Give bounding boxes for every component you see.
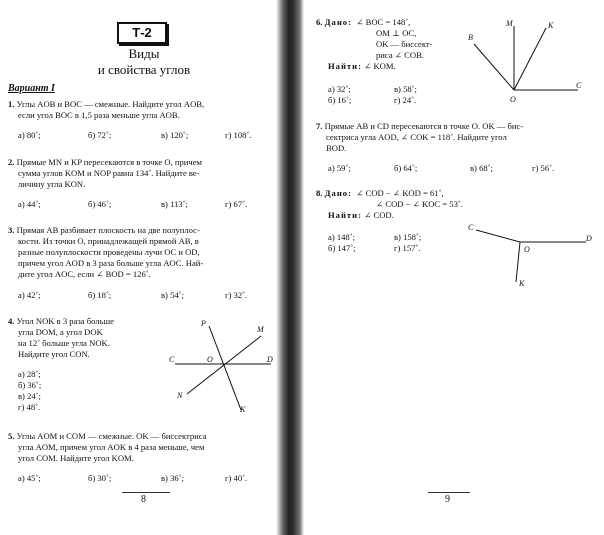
find-text: ∠ COD. [364, 210, 394, 220]
given-line: ∠ BOC = 148˚, [356, 17, 411, 27]
option: б) 30˚; [88, 473, 112, 483]
page-number: 9 [445, 494, 450, 505]
problem-text-line: личину угла KON. [18, 179, 86, 189]
problem-4-options [18, 369, 41, 413]
problem-4-figure [165, 314, 277, 420]
figure-label: N [177, 391, 183, 400]
problem-3 [8, 225, 270, 280]
figure-label: M [506, 19, 513, 28]
problem-6 [316, 17, 476, 72]
option: б) 16˚; [328, 95, 352, 105]
left-page [0, 0, 300, 535]
find-label: Найти: [328, 61, 362, 71]
page-number: 8 [141, 494, 146, 505]
option: б) 147˚; [328, 243, 356, 253]
option: в) 24˚; [18, 391, 41, 401]
figure-label: M [257, 325, 264, 334]
problem-text-line: разные полуплоскости проведены лучи OC и OD, [18, 247, 200, 257]
problem-text-line: кости. Из точки O, принадлежащей прямой AB, в [18, 236, 199, 246]
problem-number: 5. [8, 431, 15, 441]
figure-label: P [201, 319, 206, 328]
given-label: Дано: [324, 17, 352, 27]
option: б) 36˚; [18, 380, 42, 390]
option: в) 113˚; [161, 199, 188, 209]
given-line: ∠ COD − ∠ KOC = 53˚. [376, 199, 463, 209]
right-page [300, 0, 604, 535]
option: а) 45˚; [18, 473, 41, 483]
problem-text-line: сумма углов KOM и NOP равна 134˚. Найдите ве- [18, 168, 200, 178]
option: а) 80˚; [18, 130, 41, 140]
option: г) 40˚. [225, 473, 248, 483]
footer-rule [428, 492, 470, 493]
problem-4 [8, 316, 168, 360]
figure-label: O [510, 95, 516, 104]
problem-text-line: BOD. [326, 143, 347, 153]
problem-text-line: Углы AOB и BOC — смежные. Найдите угол AOB, [16, 99, 205, 109]
option: в) 54˚; [161, 290, 184, 300]
option: г) 32˚. [225, 290, 248, 300]
figure-label: O [207, 355, 213, 364]
option: а) 42˚; [18, 290, 41, 300]
test-badge: Т-2 [117, 22, 167, 44]
problem-7 [316, 121, 598, 154]
option: в) 120˚; [161, 130, 189, 140]
option: б) 72˚; [88, 130, 112, 140]
problem-text-line: Угол NOK в 3 раза больше [16, 316, 114, 326]
given-line: риса ∠ COB. [376, 50, 424, 60]
figure-label: D [586, 234, 592, 243]
figure-label: C [169, 355, 175, 364]
option: в) 158˚; [394, 232, 422, 242]
option: г) 56˚. [532, 163, 555, 173]
problem-number: 4. [8, 316, 15, 326]
problem-number: 1. [8, 99, 15, 109]
chapter-title-line2: и свойства углов [97, 62, 191, 77]
figure-label: K [548, 21, 554, 30]
option: г) 48˚. [18, 402, 41, 412]
option: г) 157˚. [394, 243, 421, 253]
figure-label: C [468, 223, 474, 232]
problem-text-line: Найдите угол CON. [18, 349, 90, 359]
chapter-title-line1: Виды [128, 46, 160, 61]
option: б) 18˚; [88, 290, 112, 300]
problem-1 [8, 99, 270, 121]
problem-text-line: угла AOM, причем угол AOK в 4 раза меньше, чем [18, 442, 205, 452]
figure-label: K [519, 279, 525, 288]
problem-text-line: причем угол AOD в 3 раза больше угла AOC. Най- [18, 258, 204, 268]
option: в) 68˚; [470, 163, 493, 173]
option: а) 44˚; [18, 199, 41, 209]
option: б) 64˚; [394, 163, 418, 173]
option: а) 32˚; [328, 84, 351, 94]
figure-label: C [576, 81, 582, 90]
option: в) 36˚; [161, 473, 184, 483]
option: в) 58˚; [394, 84, 417, 94]
given-label: Дано: [324, 188, 352, 198]
problem-8-figure [464, 220, 596, 292]
problem-text-line: угол COM. Найдите угол KOM. [18, 453, 134, 463]
problem-8 [316, 188, 516, 221]
problem-6-figure [466, 16, 584, 106]
given-line: OK — биссект- [376, 39, 433, 49]
option: г) 67˚. [225, 199, 248, 209]
problem-text-line: угла DOM, а угол DOK [18, 327, 103, 337]
problem-number: 2. [8, 157, 15, 167]
variant-heading: Вариант I [8, 83, 55, 94]
problem-text-line: Углы AOM и COM — смежные. OK — биссектриса [16, 431, 207, 441]
problem-5 [8, 431, 283, 464]
footer-rule [122, 492, 170, 493]
problem-text-line: сектриса угла AOD, ∠ COK = 118˚. Найдите угол [326, 132, 507, 142]
find-text: ∠ KOM. [364, 61, 396, 71]
option: б) 46˚; [88, 199, 112, 209]
option: а) 59˚; [328, 163, 351, 173]
problem-2 [8, 157, 270, 190]
option: г) 108˚. [225, 130, 252, 140]
figure-label: K [240, 405, 246, 414]
problem-text-line: если угол BOC в 1,5 раза меньше угла AOB. [18, 110, 180, 120]
figure-label: D [267, 355, 273, 364]
given-line: OM ⊥ OC, [376, 28, 417, 38]
problem-text-line: на 12˚ больше угла NOK. [18, 338, 110, 348]
problem-number: 7. [316, 121, 323, 131]
find-label: Найти: [328, 210, 362, 220]
figure-label: B [468, 33, 473, 42]
option: г) 24˚. [394, 95, 417, 105]
problem-text-line: Прямые AB и CD пересекаются в точке O. OK — бис- [324, 121, 524, 131]
figure-label: O [524, 245, 530, 254]
problem-number: 6. [316, 17, 323, 27]
problem-number: 3. [8, 225, 15, 235]
option: а) 28˚; [18, 369, 41, 379]
option: а) 148˚; [328, 232, 355, 242]
problem-text-line: Прямая AB разбивает плоскость на две полуплос- [16, 225, 200, 235]
problem-text-line: дите угол AOC, если ∠ BOD = 126˚. [18, 269, 151, 279]
given-line: ∠ COD − ∠ KOD = 61˚, [356, 188, 444, 198]
problem-number: 8. [316, 188, 323, 198]
problem-text-line: Прямые MN и KP пересекаются в точке O, причем [16, 157, 202, 167]
